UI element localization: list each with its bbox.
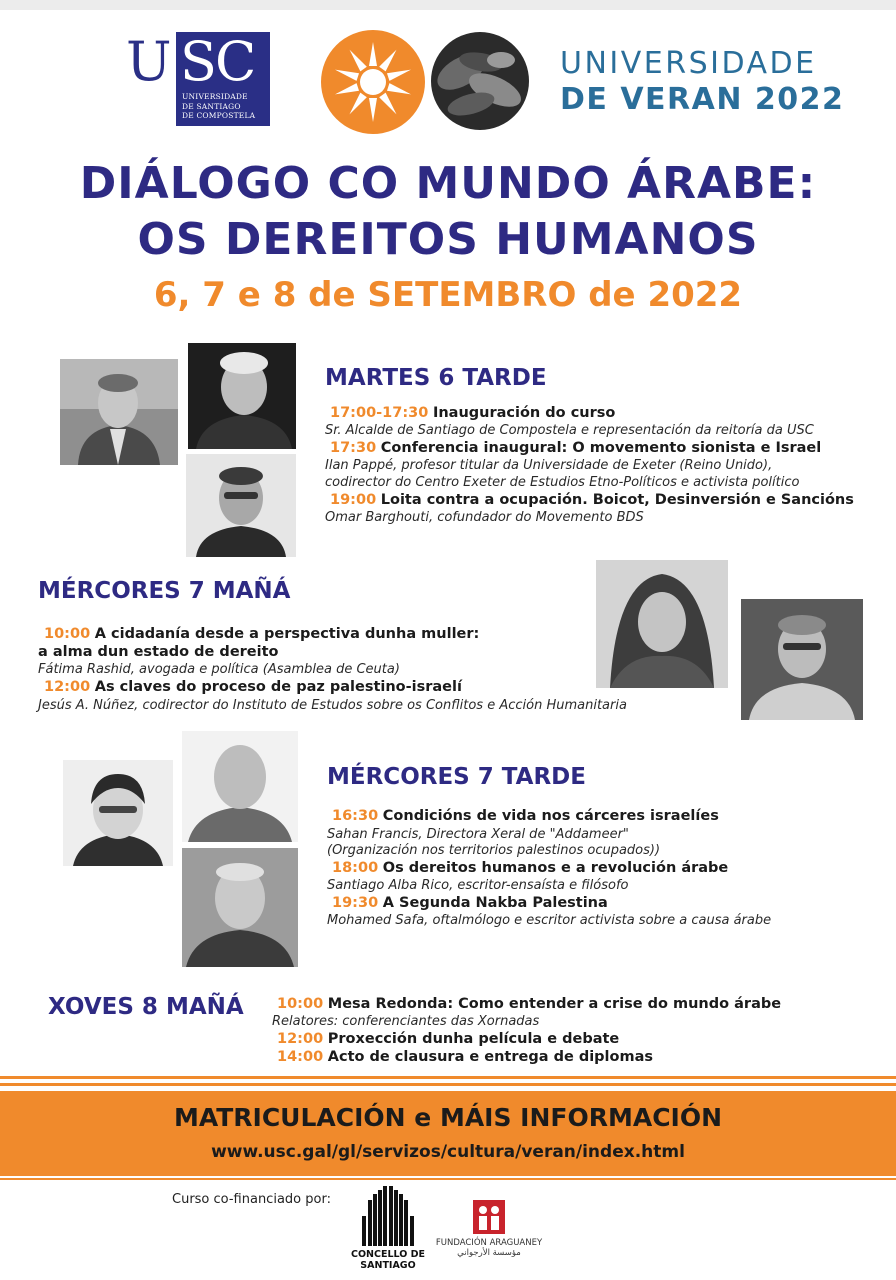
event-line: 17:00-17:30 Inauguración do curso	[330, 405, 616, 421]
usc-logo	[126, 32, 270, 126]
top-bar	[0, 0, 896, 10]
day-heading-xoves: XOVES 8 MAÑÁ	[48, 994, 244, 1020]
event-details: Ilan Pappé, profesor titular da Universidade de Exeter (Reino Unido),	[325, 458, 773, 473]
divider-stripe	[0, 1083, 896, 1086]
divider-stripe	[0, 1076, 896, 1079]
event-details: Relatores: conferenciantes das Xornadas	[272, 1014, 540, 1029]
speaker-photo-mohamed-safa	[182, 848, 298, 967]
event-line: 16:30 Condicións de vida nos cárceres israelíes	[332, 808, 719, 824]
event-title-continuation: a alma dun estado de dereito	[38, 644, 279, 660]
araguaney-emblem-icon	[434, 1196, 544, 1236]
event-line: 14:00 Acto de clausura e entrega de diplomas	[277, 1049, 654, 1065]
divider-stripe	[0, 1178, 896, 1180]
cofinanced-label: Curso co-financiado por:	[172, 1192, 331, 1207]
speaker-photo-mayor	[60, 359, 178, 465]
concello-label: CONCELLO DE SANTIAGO	[351, 1249, 425, 1271]
speaker-photo-fatima-rashid	[596, 560, 728, 688]
poster-title-line2: OS DEREITOS HUMANOS	[137, 214, 759, 265]
event-line: 19:00 Loita contra a ocupación. Boicot, Desinversión e Sancións	[330, 492, 854, 508]
event-line: 12:00 Proxección dunha película e debate	[277, 1031, 620, 1047]
event-details: Santiago Alba Rico, escritor-ensaísta e filósofo	[327, 878, 629, 893]
usc-logo-letters: SC	[180, 30, 255, 93]
programme-name-line2: DE VERAN 2022	[560, 82, 845, 117]
poster-dates: 6, 7 e 8 de SETEMBRO de 2022	[153, 275, 743, 315]
speaker-photo-santiago-alba-rico	[182, 731, 298, 842]
event-details: Jesús A. Núñez, codirector do Instituto de Estudos sobre os Conflitos e Acción Humanitaria	[38, 698, 627, 713]
event-details: codirector do Centro Exeter de Estudios Etno-Políticos e activista político	[325, 475, 800, 490]
event-details: (Organización nos territorios palestinos ocupados))	[327, 843, 661, 858]
event-details: Omar Barghouti, cofundador do Movemento BDS	[325, 510, 644, 525]
event-line: 18:00 Os dereitos humanos e a revolución árabe	[332, 860, 729, 876]
event-line: 17:30 Conferencia inaugural: O movemento sionista e Israel	[330, 440, 822, 456]
event-details: Mohamed Safa, oftalmólogo e escritor activista sobre a causa árabe	[327, 913, 772, 928]
day-heading-martes: MARTES 6 TARDE	[325, 365, 547, 391]
day-heading-mercores-tarde: MÉRCORES 7 TARDE	[327, 764, 586, 790]
usc-logo-u: U	[126, 30, 170, 93]
speaker-photo-ilan-pappe	[188, 343, 296, 449]
cathedral-icon	[350, 1186, 426, 1248]
hands-photo	[431, 32, 529, 130]
event-line: 19:30 A Segunda Nakba Palestina	[332, 895, 608, 911]
programme-name-line1: UNIVERSIDADE	[560, 46, 817, 81]
info-url-link[interactable]: www.usc.gal/gl/servizos/cultura/veran/index.html	[211, 1142, 685, 1162]
speaker-photo-jesus-nunez	[741, 599, 863, 720]
sun-logo-icon	[321, 30, 425, 134]
event-line: 12:00 As claves do proceso de paz palestino-israelí	[44, 679, 462, 695]
day-heading-mercores-mana: MÉRCORES 7 MAÑÁ	[38, 578, 291, 604]
poster-title-line1: DIÁLOGO CO MUNDO ÁRABE:	[79, 158, 817, 209]
event-details: Fátima Rashid, avogada e política (Asamblea de Ceuta)	[38, 662, 400, 677]
registration-heading: MATRICULACIÓN e MÁIS INFORMACIÓN	[173, 1103, 723, 1132]
event-line: 10:00 Mesa Redonda: Como entender a crise do mundo árabe	[277, 996, 782, 1012]
usc-logo-box	[176, 32, 270, 126]
speaker-photo-sahan-francis	[63, 760, 173, 866]
concello-santiago-logo	[350, 1186, 426, 1276]
fundacion-araguaney-logo	[434, 1196, 544, 1272]
event-details: Sr. Alcalde de Santiago de Compostela e representación da reitoría da USC	[325, 423, 814, 438]
event-line: 10:00 A cidadanía desde a perspectiva dunha muller:	[44, 626, 480, 642]
speaker-photo-omar-barghouti	[186, 454, 296, 557]
fundacion-label: FUNDACIÓN ARAGUANEY مؤسسة الأرجواني	[435, 1238, 543, 1258]
usc-logo-subtitle: UNIVERSIDADE DE SANTIAGO DE COMPOSTELA	[182, 92, 256, 120]
event-details: Sahan Francis, Directora Xeral de "Addameer"	[327, 827, 629, 842]
